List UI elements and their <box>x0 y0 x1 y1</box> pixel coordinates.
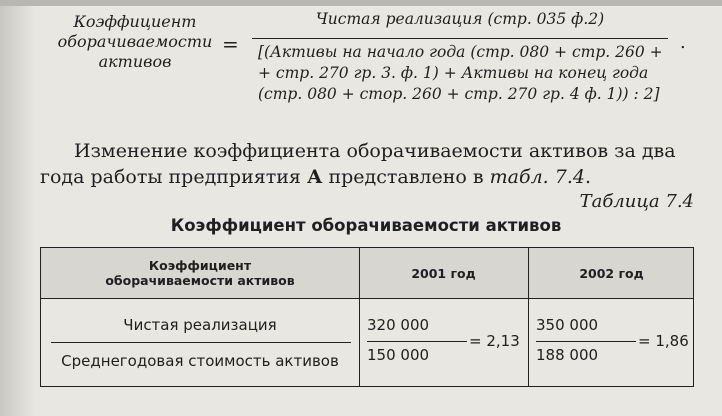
paragraph-enterprise-name: А <box>306 166 323 188</box>
turnover-formula <box>0 0 722 118</box>
paragraph-text: Изменение коэффициента оборачиваемости активов за два года работы предприятия <box>40 140 676 188</box>
header-indicator-line: оборачиваемости активов <box>105 273 295 288</box>
formula-lhs-line: Коэффициент <box>73 12 197 31</box>
fraction-bar-2001 <box>367 341 467 342</box>
body-paragraph <box>40 138 700 190</box>
table-number-label: Таблица 7.4 <box>579 191 694 212</box>
formula-denominator-line: [(Активы на начало года (стр. 080 + стр. 260 + <box>258 43 663 61</box>
value-2002-net-sales: 350 000 <box>536 316 599 334</box>
formula-fraction-bar <box>252 38 668 39</box>
paragraph-text: представлено в <box>322 166 490 188</box>
header-indicator-line: Коэффициент <box>148 258 252 273</box>
formula-equals-sign: = <box>222 32 239 56</box>
header-indicator <box>41 248 359 298</box>
formula-lhs-line: активов <box>98 52 172 71</box>
row-label-average-assets: Среднегодовая стоимость активов <box>61 352 339 370</box>
ratio-2002: = 1,86 <box>638 332 689 350</box>
formula-lhs <box>50 12 220 72</box>
formula-trailing-period: . <box>680 32 686 53</box>
fraction-bar-2002 <box>536 341 636 342</box>
row-label-fraction-bar <box>51 342 351 343</box>
formula-denominator-line: + стр. 270 гр. 3. ф. 1) + Активы на конец года <box>258 64 649 82</box>
formula-lhs-line: оборачиваемости <box>57 32 213 51</box>
value-2002-average-assets: 188 000 <box>536 346 599 364</box>
formula-numerator: Чистая реализация (стр. 035 ф.2) <box>315 10 605 28</box>
paragraph-text: . <box>584 166 592 188</box>
ratio-2001: = 2,13 <box>469 332 520 350</box>
header-year-2001: 2001 год <box>411 265 476 281</box>
formula-denominator-line: (стр. 080 + стор. 260 + стр. 270 гр. 4 ф. 1)) : 2] <box>258 85 660 103</box>
turnover-table <box>40 247 694 387</box>
header-year-2002: 2002 год <box>579 265 644 281</box>
paragraph-table-link: табл. 7.4 <box>489 166 585 188</box>
table-title: Коэффициент оборачиваемости активов <box>170 216 562 235</box>
formula-denominator <box>258 42 678 105</box>
row-label-net-sales: Чистая реализация <box>123 316 277 334</box>
value-2001-net-sales: 320 000 <box>367 316 430 334</box>
value-2001-average-assets: 150 000 <box>367 346 430 364</box>
